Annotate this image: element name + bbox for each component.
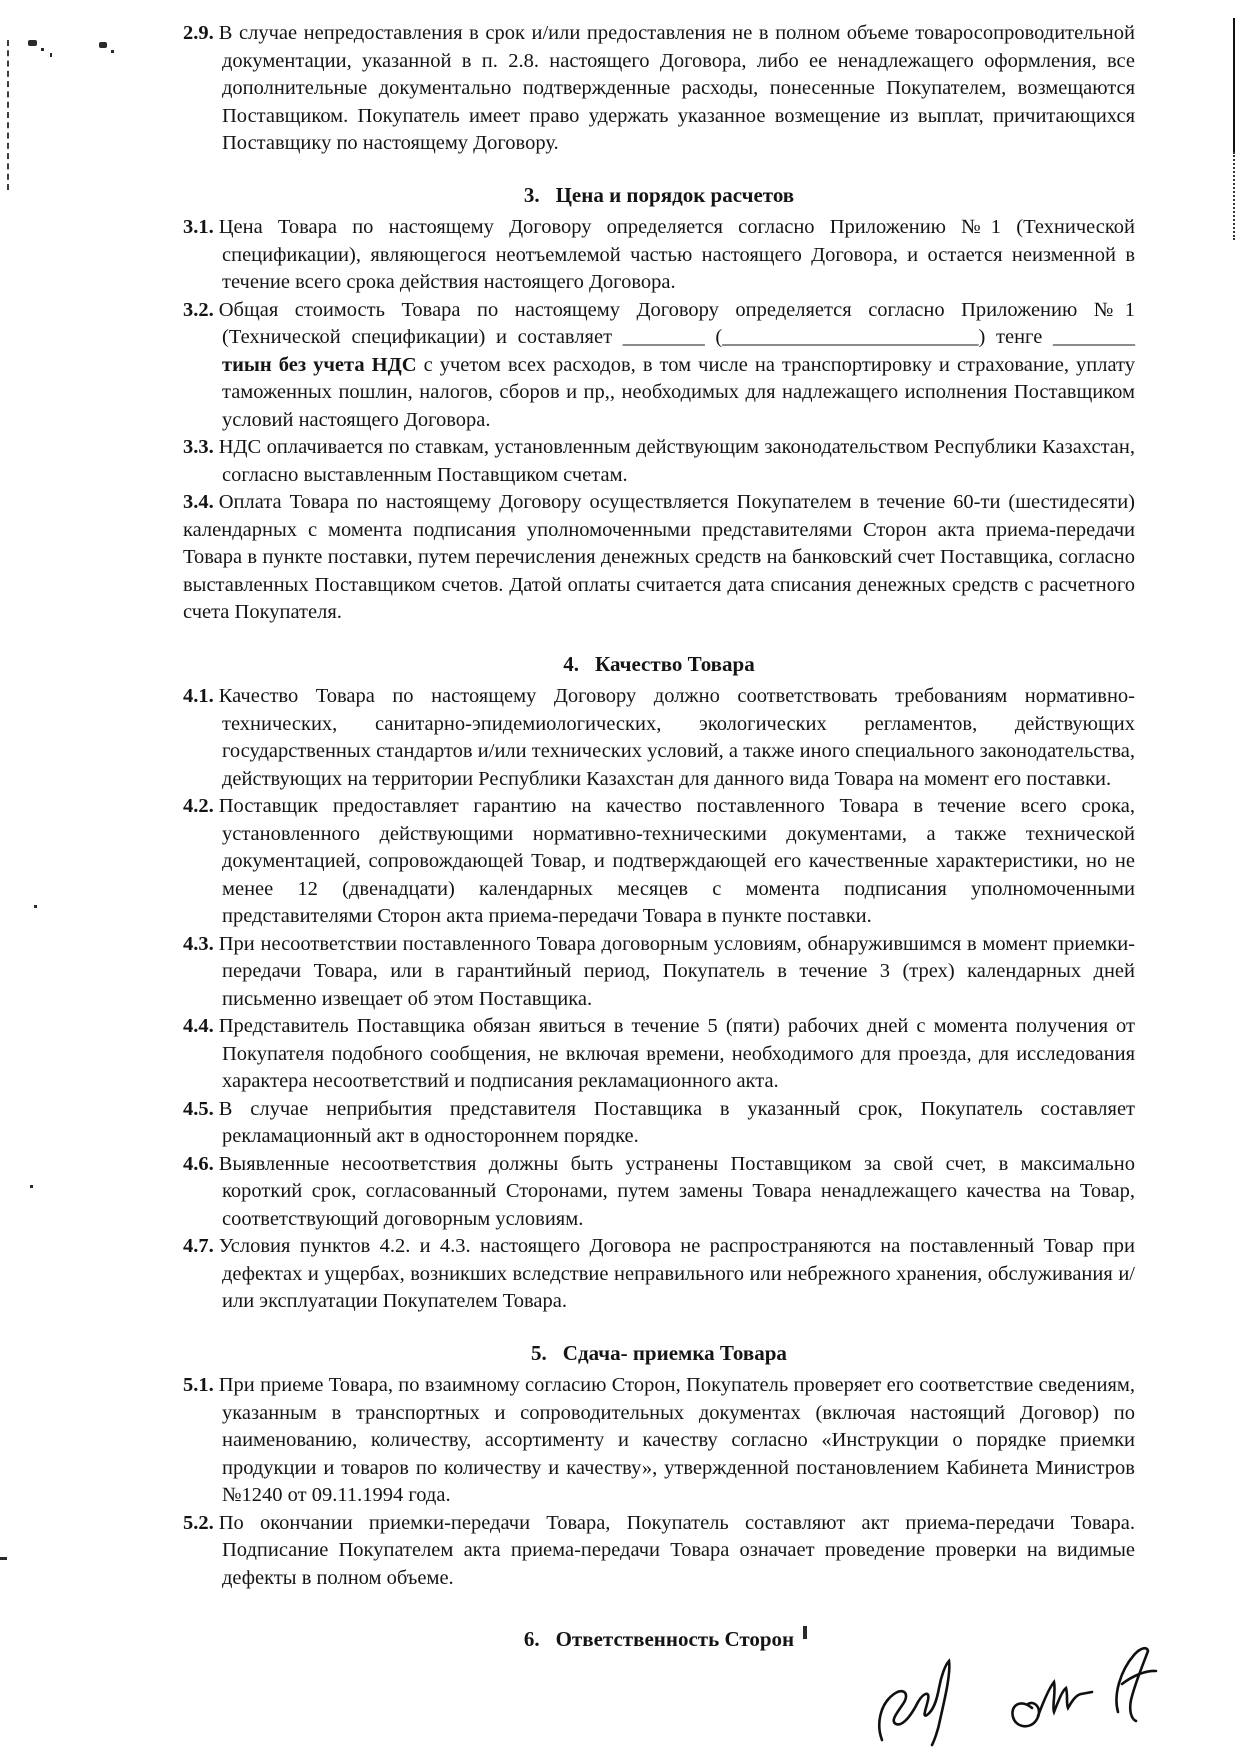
right-edge-scan-line xyxy=(1233,18,1235,152)
clause-3-2 xyxy=(183,297,1135,435)
handwritten-signature-right xyxy=(1002,1640,1167,1752)
section-4-heading xyxy=(183,651,1135,679)
clause-2-9 xyxy=(183,20,1135,158)
clause-text: Выявленные несоответствия должны быть устранены Поставщиком за свой счет, в максимально короткий срок, согласованный Сторонами, путем замены Товара ненадлежащего качества на Товар, соответствующий договорным условиям. xyxy=(218,1152,1135,1230)
ink-speck xyxy=(30,1185,33,1188)
clause-3-4 xyxy=(183,489,1135,627)
clause-5-1 xyxy=(183,1372,1135,1510)
clause-text: Поставщик предоставляет гарантию на качество поставленного Товара в течение всего срока, установленного действующими нормативно-техническими документами, а также технической документацией, сопровождающей Товар, и подтверждающей его качественные характеристики, но не менее 12 (двенадцати) календарных месяцев с момента подписания уполномоченными представителями Сторон акта приема-передачи Товара в пункте поставки. xyxy=(218,795,1135,927)
section-title: Качество Товара xyxy=(595,651,755,676)
section-3-heading xyxy=(183,182,1135,210)
clause-4-2 xyxy=(183,793,1135,931)
clause-number: 3.4. xyxy=(183,491,214,513)
clause-4-4 xyxy=(183,1013,1135,1096)
clause-text: Цена Товара по настоящему Договору определяется согласно Приложению №1 (Технической спецификации), являющегося неотъемлемой частью настоящего Договора, и остается неизменной в течение всего срока действия настоящего Договора. xyxy=(218,216,1135,293)
ink-speck xyxy=(111,50,114,53)
left-edge-scan-artifact xyxy=(7,40,9,190)
ink-speck xyxy=(99,42,107,48)
clause-4-7 xyxy=(183,1233,1135,1316)
clause-text: В случае непредоставления в срок и/или предоставления не в полном объеме товаросопроводительной документации, указанной в п. 2.8. настоящего Договора, либо ее ненадлежащего оформления, все дополнительные документально подтвержденные расходы, понесенные Покупателем, возмещаются Поставщиком. Покупатель имеет право удержать указанное возмещение из выплат, причитающихся Поставщику по настоящему Договору. xyxy=(218,22,1135,154)
clause-text: При несоответствии поставленного Товара договорным условиям, обнаружившимся в момент приемки-передачи Товара, или в гарантийный период, Покупатель в течение 3 (трех) календарных дней письменно извещает об этом Поставщика. xyxy=(218,932,1135,1010)
clause-3-3 xyxy=(183,434,1135,489)
clause-text: В случае неприбытия представителя Поставщика в указанный срок, Покупатель составляет рекламационный акт в одностороннем порядке. xyxy=(218,1097,1135,1147)
contract-body-text xyxy=(183,20,1135,1659)
clause-4-1 xyxy=(183,683,1135,793)
clause-number: 4.2. xyxy=(183,795,214,817)
clause-number: 4.3. xyxy=(183,932,214,955)
handwritten-signature-left xyxy=(872,1652,967,1750)
clause-number: 4.4. xyxy=(183,1015,214,1037)
ink-speck xyxy=(28,40,37,46)
section-title: Ответственность Сторон xyxy=(555,1627,795,1651)
right-edge-scan-line-dashed xyxy=(1233,152,1235,240)
clause-text: Представитель Поставщика обязан явиться в течение 5 (пяти) рабочих дней с момента получения от Покупателя подобного сообщения, не включая времени, необходимого для проезда, для исследования характера несоответствий и подписания рекламационного акта. xyxy=(218,1015,1135,1092)
clause-number: 4.1. xyxy=(183,685,214,707)
clause-text: Оплата Товара по настоящему Договору осуществляется Покупателем в течение 60-ти (шестидесяти) календарных с момента подписания уполномоченными представителями Сторон акта приема-передачи Товара в пункте поставки, путем перечисления денежных средств на банковский счет Поставщика, согласно выставленных Поставщиком счетов. Датой оплаты считается дата списания денежных средств с расчетного счета Покупателя. xyxy=(183,491,1135,623)
section-title: Сдача- приемка Товара xyxy=(562,1340,787,1365)
clause-text-bold: тиын без учета НДС xyxy=(222,353,417,376)
clause-number: 5.1. xyxy=(183,1374,214,1396)
clause-3-1 xyxy=(183,214,1135,297)
clause-number: 3.2. xyxy=(183,298,214,321)
clause-text: НДС оплачивается по ставкам, установленным действующим законодательством Республики Казахстан, согласно выставленным Поставщиком счетам. xyxy=(218,436,1135,486)
clause-text: Качество Товара по настоящему Договору должно соответствовать требованиям нормативно-технических, санитарно-эпидемиологических, экологических регламентов, действующих государственных стандартов и/или технических условий, а также иного специального законодательства, действующих на территории Республики Казахстан для данного вида Товара на момент его поставки. xyxy=(218,685,1135,790)
section-6-heading xyxy=(183,1626,1135,1654)
section-number: 5. xyxy=(531,1340,547,1365)
clause-4-5 xyxy=(183,1096,1135,1151)
section-number: 4. xyxy=(563,651,580,676)
section-number: 3. xyxy=(523,182,540,207)
clause-number: 4.5. xyxy=(183,1097,214,1120)
clause-text: При приеме Товара, по взаимному согласию Сторон, Покупатель проверяет его соответствие сведениям, указанным в транспортных и сопроводительных документах (включая настоящий Договор) по наименованию, количеству, ассортименту и качеству согласно «Инструкции о порядке приемки продукции и товаров по количеству и качеству», утвержденной постановлением Кабинета Министров №1240 от 09.11.1994 года. xyxy=(218,1374,1135,1506)
clause-number: 3.3. xyxy=(183,436,214,458)
clause-text: Условия пунктов 4.2. и 4.3. настоящего Договора не распространяются на поставленный Товар при дефектах и ущербах, возникших вследствие неправильного или небрежного хранения, обслуживания и/или эксплуатации Покупателем Товара. xyxy=(218,1235,1135,1312)
section-title: Цена и порядок расчетов xyxy=(555,182,795,207)
clause-5-2 xyxy=(183,1510,1135,1593)
clause-number: 2.9. xyxy=(183,22,214,44)
clause-number: 3.1. xyxy=(183,216,214,238)
clause-text: Общая стоимость Товара по настоящему Договору определяется согласно Приложению №1 (Технической спецификации) и составляет ________ (_________________________) тенге ________ xyxy=(218,298,1135,348)
clause-number: 4.6. xyxy=(183,1152,214,1175)
clause-number: 4.7. xyxy=(183,1235,214,1257)
section-5-heading xyxy=(183,1340,1135,1368)
clause-text: По окончании приемки-передачи Товара, Покупатель составляют акт приема-передачи Товара. Подписание Покупателем акта приема-передачи Товара означает проведение проверки на видимые дефекты в полном объеме. xyxy=(218,1511,1135,1589)
clause-number: 5.2. xyxy=(183,1511,214,1534)
section-number: 6. xyxy=(523,1627,540,1651)
clause-text: с учетом всех расходов, в том числе на транспортировку и страхование, уплату таможенных пошлин, налогов, сборов и пр,, необходимых для надлежащего исполнения Поставщиком условий настоящего Договора. xyxy=(222,353,1135,431)
ink-speck xyxy=(0,1557,7,1560)
clause-4-3 xyxy=(183,931,1135,1014)
ink-speck xyxy=(34,905,37,908)
ink-speck xyxy=(50,53,52,57)
clause-4-6 xyxy=(183,1151,1135,1234)
ink-speck xyxy=(41,48,44,51)
